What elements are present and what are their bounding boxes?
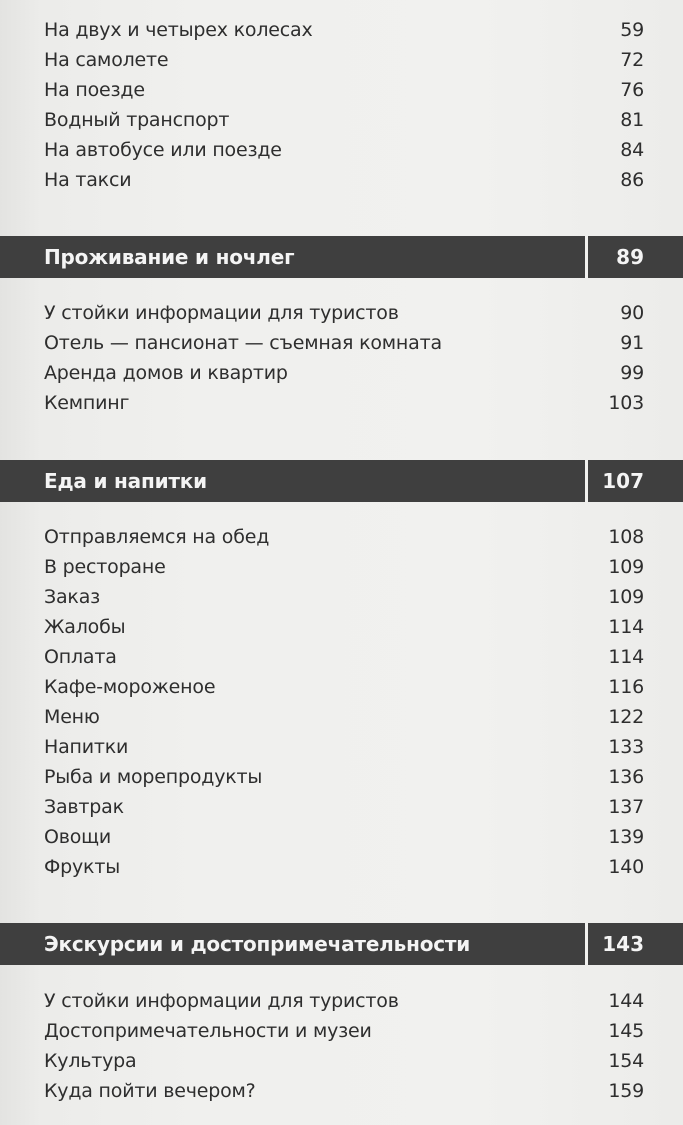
toc-entry-title: Отель — пансионат — съемная комната: [44, 332, 442, 354]
toc-entry-title: Овощи: [44, 826, 112, 848]
toc-entry-title: Кемпинг: [44, 392, 130, 414]
section-title: Экскурсии и достопримечательности: [44, 932, 471, 956]
toc-entry-title: В ресторане: [44, 556, 166, 578]
toc-entry-title: Меню: [44, 706, 100, 728]
toc-entry-title: Оплата: [44, 646, 117, 668]
section-page: 107: [602, 469, 644, 493]
toc-entry-title: Аренда домов и квартир: [44, 362, 288, 384]
toc-entry-title: На двух и четырех колесах: [44, 19, 313, 41]
toc-entry: [44, 1046, 644, 1076]
section-header: [0, 923, 683, 965]
toc-entry: [44, 328, 644, 358]
toc-entry-title: На автобусе или поезде: [44, 139, 282, 161]
toc-entry-page: 144: [608, 990, 644, 1012]
toc-entry: [44, 552, 644, 582]
toc-entry: [44, 642, 644, 672]
toc-entry-page: 81: [620, 109, 644, 131]
toc-entry-page: 114: [608, 616, 644, 638]
toc-entry-title: У стойки информации для туристов: [44, 302, 399, 324]
toc-entry-page: 122: [608, 706, 644, 728]
toc-entry: [44, 1016, 644, 1046]
toc-entry: [44, 672, 644, 702]
toc-entry-page: 72: [620, 49, 644, 71]
toc-entry-page: 59: [620, 19, 644, 41]
toc-entry: [44, 45, 644, 75]
toc-entry-title: Фрукты: [44, 856, 121, 878]
toc-entry: [44, 852, 644, 882]
toc-entry-page: 109: [608, 556, 644, 578]
section-page: 89: [616, 245, 644, 269]
toc-entry: [44, 732, 644, 762]
toc-entry-page: 154: [608, 1050, 644, 1072]
toc-entry: [44, 75, 644, 105]
toc-entry: [44, 1076, 644, 1106]
toc-entry: [44, 298, 644, 328]
toc-entry: [44, 105, 644, 135]
toc-entry-page: 140: [608, 856, 644, 878]
section-title: Проживание и ночлег: [44, 245, 295, 269]
toc-entry-title: У стойки информации для туристов: [44, 990, 399, 1012]
section-divider: [585, 236, 588, 278]
toc-entry: [44, 135, 644, 165]
toc-entry: [44, 582, 644, 612]
toc-entry-page: 109: [608, 586, 644, 608]
toc-entry: [44, 986, 644, 1016]
toc-entry-title: Рыба и морепродукты: [44, 766, 263, 788]
toc-entry-title: На такси: [44, 169, 132, 191]
toc-entry-page: 116: [608, 676, 644, 698]
toc-entry: [44, 792, 644, 822]
toc-entry-title: Заказ: [44, 586, 101, 608]
section-title: Еда и напитки: [44, 469, 207, 493]
toc-entry-title: Жалобы: [44, 616, 126, 638]
toc-entry-title: Достопримечательности и музеи: [44, 1020, 372, 1042]
section-page: 143: [602, 932, 644, 956]
toc-entry-title: На поезде: [44, 79, 145, 101]
toc-entry-page: 90: [620, 302, 644, 324]
toc-entry-page: 86: [620, 169, 644, 191]
section-header: [0, 460, 683, 502]
toc-entry-page: 84: [620, 139, 644, 161]
toc-entry-page: 114: [608, 646, 644, 668]
toc-entry: [44, 822, 644, 852]
toc-entry-title: Куда пойти вечером?: [44, 1080, 256, 1102]
toc-entry-page: 91: [620, 332, 644, 354]
toc-entry-page: 159: [608, 1080, 644, 1102]
toc-entry-page: 108: [608, 526, 644, 548]
toc-entry-title: Напитки: [44, 736, 129, 758]
toc-entry-page: 136: [608, 766, 644, 788]
toc-entry-title: Отправляемся на обед: [44, 526, 270, 548]
section-divider: [585, 460, 588, 502]
toc-entry-page: 99: [620, 362, 644, 384]
toc-entry-title: Культура: [44, 1050, 137, 1072]
toc-entry: [44, 522, 644, 552]
toc-entry: [44, 612, 644, 642]
toc-entry-title: Завтрак: [44, 796, 124, 818]
toc-entry-page: 139: [608, 826, 644, 848]
toc-entry-title: Водный транспорт: [44, 109, 230, 131]
toc-entry-title: На самолете: [44, 49, 169, 71]
toc-entry-title: Кафе-мороженое: [44, 676, 216, 698]
toc-entry: [44, 15, 644, 45]
toc-entry-page: 137: [608, 796, 644, 818]
toc-entry: [44, 358, 644, 388]
toc-entry: [44, 388, 644, 418]
toc-entry: [44, 762, 644, 792]
toc-entry-page: 145: [608, 1020, 644, 1042]
section-divider: [585, 923, 588, 965]
section-header: [0, 236, 683, 278]
toc-entry-page: 76: [620, 79, 644, 101]
toc-entry: [44, 702, 644, 732]
toc-entry-page: 133: [608, 736, 644, 758]
toc-entry-page: 103: [608, 392, 644, 414]
toc-entry: [44, 165, 644, 195]
